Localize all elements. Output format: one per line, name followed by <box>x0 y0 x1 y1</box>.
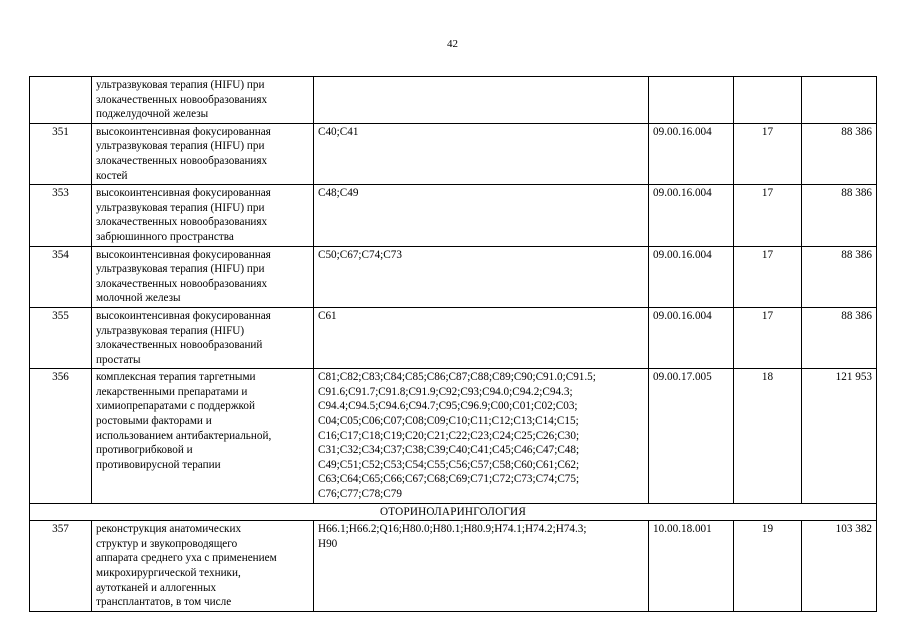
name-line: простаты <box>96 353 141 366</box>
codes-line: C91.6;C91.7;C91.8;C91.9;C92;C93;C94.0;C94.2;C94.3; <box>318 385 573 398</box>
cell-num <box>30 77 92 124</box>
cell-group: 17 <box>734 307 802 368</box>
cell-price: 88 386 <box>802 307 877 368</box>
table-row <box>30 246 877 307</box>
cell-code2 <box>649 77 734 124</box>
name-line: костей <box>96 169 128 182</box>
codes-line: H66.1;H66.2;Q16;H80.0;H80.1;H80.9;H74.1;H74.2;H74.3; <box>318 523 587 536</box>
table-row <box>30 307 877 368</box>
cell-code2: 09.00.16.004 <box>649 123 734 184</box>
name-line: лекарственными препаратами и <box>96 385 248 398</box>
cell-name <box>92 307 314 368</box>
procedures-table <box>29 76 877 612</box>
name-line: высокоинтенсивная фокусированная <box>96 187 271 200</box>
name-line: трансплантатов, в том числе <box>96 596 232 609</box>
cell-group <box>734 77 802 124</box>
name-line: химиопрепаратами с поддержкой <box>96 400 256 413</box>
cell-codes <box>314 185 649 246</box>
cell-codes <box>314 246 649 307</box>
cell-codes <box>314 521 649 612</box>
codes-line: C04;C05;C06;C07;C08;C09;C10;C11;C12;C13;C14;C15; <box>318 415 579 428</box>
cell-price: 88 386 <box>802 123 877 184</box>
cell-name <box>92 521 314 612</box>
page-number: 42 <box>447 38 458 50</box>
codes-line: C50;C67;C74;C73 <box>318 248 402 261</box>
cell-code2: 09.00.16.004 <box>649 307 734 368</box>
name-line: ультразвуковая терапия (HIFU) при <box>96 140 265 153</box>
name-line: ультразвуковая терапия (HIFU) <box>96 324 245 337</box>
name-line: аппарата среднего уха с применением <box>96 552 277 565</box>
cell-group: 17 <box>734 123 802 184</box>
cell-name <box>92 77 314 124</box>
cell-price <box>802 77 877 124</box>
section-heading: ОТОРИНОЛАРИНГОЛОГИЯ <box>30 503 877 521</box>
cell-code2: 09.00.17.005 <box>649 369 734 503</box>
name-line: противогрибковой и <box>96 444 193 457</box>
table-row <box>30 185 877 246</box>
name-line: комплексная терапия таргетными <box>96 371 256 384</box>
cell-num: 354 <box>30 246 92 307</box>
cell-code2: 09.00.16.004 <box>649 185 734 246</box>
name-line: микрохирургической техники, <box>96 567 241 579</box>
cell-group: 19 <box>734 521 802 612</box>
codes-line: C40;C41 <box>318 125 359 138</box>
codes-line: C81;C82;C83;C84;C85;C86;C87;C88;C89;C90;C91.0;C91.5; <box>318 371 596 384</box>
table-row <box>30 369 877 503</box>
cell-code2: 10.00.18.001 <box>649 521 734 612</box>
cell-num: 351 <box>30 123 92 184</box>
section-row <box>30 503 877 521</box>
codes-line: C61 <box>318 309 337 322</box>
codes-line: C63;C64;C65;C66;C67;C68;C69;C71;C72;C73;C74;C75; <box>318 473 580 486</box>
cell-num: 357 <box>30 521 92 612</box>
name-line: молочной железы <box>96 292 181 305</box>
cell-group: 17 <box>734 246 802 307</box>
cell-name <box>92 123 314 184</box>
table-row-continuation <box>30 77 877 124</box>
name-line: ростовыми факторами и <box>96 415 212 428</box>
cell-codes <box>314 369 649 503</box>
cell-codes <box>314 77 649 124</box>
cell-num: 356 <box>30 369 92 503</box>
name-line: злокачественных новообразованиях <box>96 93 268 106</box>
codes-line: C94.4;C94.5;C94.6;C94.7;C95;C96.9;C00;C01;C02;C03; <box>318 400 578 413</box>
cell-name <box>92 369 314 503</box>
cell-group: 17 <box>734 185 802 246</box>
table-row <box>30 123 877 184</box>
codes-line: C31;C32;C34;C37;C38;C39;C40;C41;C45;C46;C47;C48; <box>318 444 580 457</box>
name-line: реконструкция анатомических <box>96 523 242 536</box>
name-line: злокачественных новообразованиях <box>96 216 268 229</box>
cell-num: 355 <box>30 307 92 368</box>
table-body <box>30 77 877 612</box>
cell-price: 88 386 <box>802 246 877 307</box>
name-line: структур и звукопроводящего <box>96 537 238 550</box>
name-line: злокачественных новообразований <box>96 339 263 352</box>
cell-code2: 09.00.16.004 <box>649 246 734 307</box>
codes-line: H90 <box>318 537 338 550</box>
cell-name <box>92 246 314 307</box>
name-line: аутотканей и аллогенных <box>96 581 217 594</box>
name-line: высокоинтенсивная фокусированная <box>96 248 271 261</box>
cell-price: 103 382 <box>802 521 877 612</box>
cell-codes <box>314 123 649 184</box>
cell-num: 353 <box>30 185 92 246</box>
name-line: злокачественных новообразованиях <box>96 277 268 290</box>
name-line: высокоинтенсивная фокусированная <box>96 125 271 138</box>
name-line: противовирусной терапии <box>96 458 221 471</box>
cell-name <box>92 185 314 246</box>
name-line: высокоинтенсивная фокусированная <box>96 309 271 322</box>
codes-line: C49;C51;C52;C53;C54;C55;C56;C57;C58;C60;C61;C62; <box>318 458 580 471</box>
name-line: злокачественных новообразованиях <box>96 154 268 167</box>
name-line: ультразвуковая терапия (HIFU) при <box>96 201 265 214</box>
name-line: поджелудочной железы <box>96 108 209 121</box>
cell-price: 88 386 <box>802 185 877 246</box>
cell-group: 18 <box>734 369 802 503</box>
name-line: забрюшинного пространства <box>96 230 234 243</box>
codes-line: C16;C17;C18;C19;C20;C21;C22;C23;C24;C25;C26;C30; <box>318 429 580 442</box>
name-line: ультразвуковая терапия (HIFU) при <box>96 79 265 91</box>
name-line: использованием антибактериальной, <box>96 429 272 442</box>
cell-codes <box>314 307 649 368</box>
name-line: ультразвуковая терапия (HIFU) при <box>96 263 265 276</box>
cell-price: 121 953 <box>802 369 877 503</box>
codes-line: C76;C77;C78;C79 <box>318 488 402 501</box>
codes-line: C48;C49 <box>318 187 359 200</box>
table-row <box>30 521 877 612</box>
